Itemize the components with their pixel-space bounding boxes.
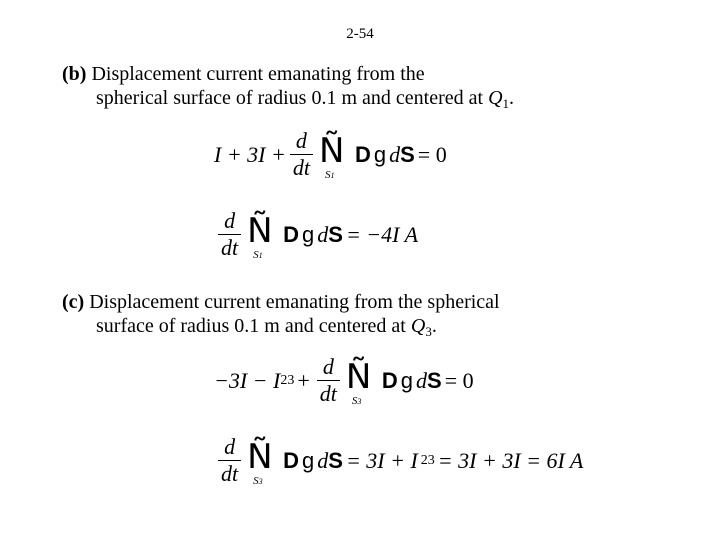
- part-b-line2: spherical surface of radius 0.1 m and centered at: [96, 87, 489, 109]
- eq-rhs: = 0: [444, 367, 474, 393]
- part-b-label: (b): [62, 63, 87, 85]
- derivative-numerator: d: [295, 128, 307, 153]
- part-c-line1: Displacement current emanating from the spherical: [89, 291, 500, 313]
- slide-number: 2-54: [346, 26, 374, 42]
- part-c-equation-1: −3I − I 23 + $\frac{d}{dt}$ Ñ S3 D g d S = 0: [214, 354, 474, 407]
- eq-lhs: −3I − I: [214, 367, 281, 393]
- part-c-label: (c): [62, 291, 85, 313]
- part-c-charge-sub: 3: [425, 324, 432, 339]
- closed-surface-integral-icon: Ñ S3: [247, 436, 273, 487]
- time-derivative: $\frac{d}{dt}$: [317, 356, 340, 405]
- time-derivative: $\frac{d}{dt}$: [218, 436, 241, 485]
- eq-rhs: = 3I + I: [345, 447, 418, 473]
- part-b-end: .: [509, 87, 515, 109]
- closed-surface-integral-icon: Ñ S1: [247, 210, 273, 261]
- part-c-line2: surface of radius 0.1 m and centered at: [96, 315, 411, 337]
- differential-d: d: [389, 141, 401, 167]
- part-c-charge: Q: [410, 315, 426, 337]
- closed-surface-integral-icon: Ñ S3: [345, 356, 372, 407]
- dot-operator: g: [373, 141, 387, 167]
- part-b-charge-sub: 1: [502, 96, 510, 111]
- eq-rhs: = 0: [417, 141, 447, 167]
- part-c-text: [62, 290, 500, 344]
- time-derivative: $\frac{d}{dt}$: [218, 210, 241, 259]
- part-b-line1: Displacement current emanating from the: [91, 63, 425, 85]
- surface-vector: S: [400, 141, 415, 167]
- part-c-equation-2: $\frac{d}{dt}$ Ñ S3 D g d S = 3I + I 23 = 3I + 3I = 6I A: [214, 436, 586, 485]
- part-b-equation-2: $\frac{d}{dt}$ Ñ S1 D g d S = −4I A: [214, 210, 421, 259]
- part-c-end: .: [431, 315, 437, 337]
- eq-lhs: I + 3I +: [214, 141, 286, 167]
- closed-surface-integral-icon: Ñ S1: [318, 130, 345, 181]
- flux-density: D: [354, 141, 371, 167]
- derivative-denominator: dt: [292, 155, 310, 180]
- part-b-text: [62, 62, 514, 116]
- eq-rhs: = −4I A: [345, 221, 419, 247]
- part-b-charge: Q: [488, 87, 503, 109]
- part-b-equation-1: [214, 130, 450, 179]
- time-derivative: [290, 130, 313, 179]
